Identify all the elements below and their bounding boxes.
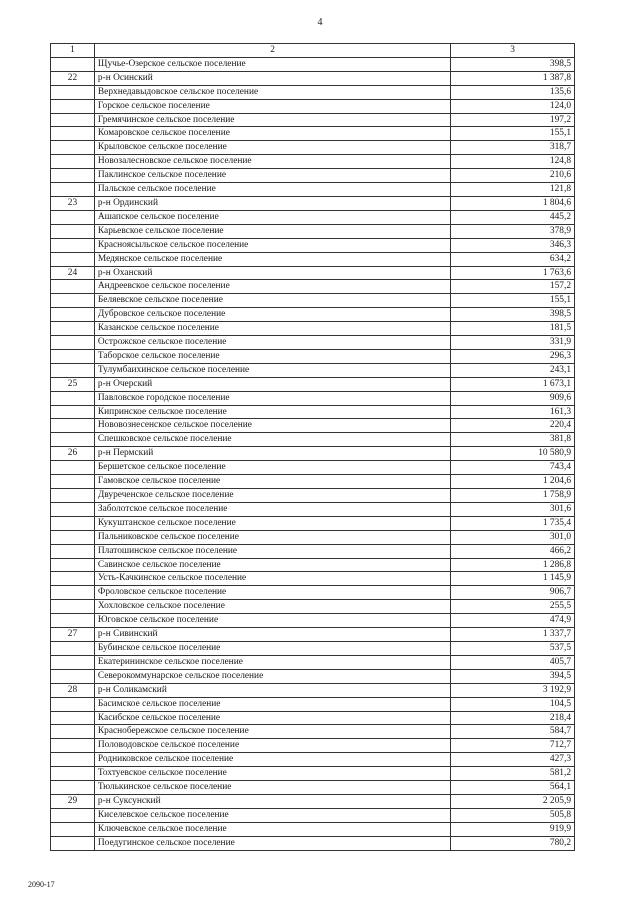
row-name: Заболотское сельское поселение: [94, 502, 450, 516]
table-row-district: [51, 196, 575, 210]
row-value: 1 673,1: [451, 377, 575, 391]
row-number: [51, 433, 95, 447]
row-value: 919,9: [451, 822, 575, 836]
row-number: [51, 391, 95, 405]
table-row: [51, 349, 575, 363]
table-row: [51, 336, 575, 350]
row-number: 29: [51, 794, 95, 808]
row-value: 1 758,9: [451, 489, 575, 503]
row-value: 296,3: [451, 349, 575, 363]
table-header-row: [51, 44, 575, 58]
row-number: [51, 155, 95, 169]
row-value: 220,4: [451, 419, 575, 433]
row-number: [51, 475, 95, 489]
table-row: [51, 363, 575, 377]
document-code: 2090-17: [28, 880, 55, 889]
table-row: [51, 808, 575, 822]
row-value: 318,7: [451, 141, 575, 155]
row-number: [51, 739, 95, 753]
row-number: [51, 808, 95, 822]
row-name: Касибское сельское поселение: [94, 711, 450, 725]
table-row: [51, 99, 575, 113]
table-row: [51, 155, 575, 169]
row-number: [51, 294, 95, 308]
row-number: [51, 183, 95, 197]
row-name: Острожское сельское поселение: [94, 336, 450, 350]
row-name: р-н Очерский: [94, 377, 450, 391]
row-name: Андреевское сельское поселение: [94, 280, 450, 294]
row-name: Кипринское сельское поселение: [94, 405, 450, 419]
row-number: [51, 57, 95, 71]
row-value: 712,7: [451, 739, 575, 753]
row-value: 394,5: [451, 669, 575, 683]
row-name: Беляевское сельское поселение: [94, 294, 450, 308]
row-value: 505,8: [451, 808, 575, 822]
table-row: [51, 433, 575, 447]
table-row: [51, 836, 575, 850]
row-name: р-н Соликамский: [94, 683, 450, 697]
table-row: [51, 419, 575, 433]
table-row: [51, 183, 575, 197]
row-number: [51, 767, 95, 781]
row-name: Дубровское сельское поселение: [94, 308, 450, 322]
row-value: 243,1: [451, 363, 575, 377]
row-name: Екатерининское сельское поселение: [94, 655, 450, 669]
row-name: Таборское сельское поселение: [94, 349, 450, 363]
row-number: 22: [51, 71, 95, 85]
row-number: 28: [51, 683, 95, 697]
column-header-number: 1: [51, 44, 95, 58]
row-name: Юговское сельское поселение: [94, 614, 450, 628]
row-number: [51, 127, 95, 141]
row-number: 25: [51, 377, 95, 391]
row-value: 466,2: [451, 544, 575, 558]
row-number: [51, 586, 95, 600]
table-row: [51, 461, 575, 475]
row-name: Родниковское сельское поселение: [94, 753, 450, 767]
row-number: [51, 558, 95, 572]
row-name: Ашапское сельское поселение: [94, 210, 450, 224]
table-row: [51, 224, 575, 238]
row-number: [51, 502, 95, 516]
row-name: Пальское сельское поселение: [94, 183, 450, 197]
row-value: 121,8: [451, 183, 575, 197]
table-row-district: [51, 377, 575, 391]
table-row: [51, 405, 575, 419]
row-number: [51, 252, 95, 266]
row-value: 135,6: [451, 85, 575, 99]
table-row: [51, 725, 575, 739]
row-value: 780,2: [451, 836, 575, 850]
row-number: 27: [51, 628, 95, 642]
table-row: [51, 600, 575, 614]
row-name: Медянское сельское поселение: [94, 252, 450, 266]
row-number: [51, 641, 95, 655]
row-number: [51, 753, 95, 767]
row-value: 255,5: [451, 600, 575, 614]
table-row: [51, 322, 575, 336]
row-value: 197,2: [451, 113, 575, 127]
row-value: 155,1: [451, 127, 575, 141]
row-value: 301,6: [451, 502, 575, 516]
row-number: [51, 85, 95, 99]
table-row: [51, 767, 575, 781]
row-value: 378,9: [451, 224, 575, 238]
row-name: Павловское городское поселение: [94, 391, 450, 405]
row-name: Басимское сельское поселение: [94, 697, 450, 711]
row-name: Краснобережское сельское поселение: [94, 725, 450, 739]
row-name: Щучье-Озерское сельское поселение: [94, 57, 450, 71]
row-name: р-н Сивинский: [94, 628, 450, 642]
table-row: [51, 614, 575, 628]
row-name: р-н Оханский: [94, 266, 450, 280]
row-name: Хохловское сельское поселение: [94, 600, 450, 614]
table-row: [51, 655, 575, 669]
row-name: Новозалесновское сельское поселение: [94, 155, 450, 169]
row-name: Спешковское сельское поселение: [94, 433, 450, 447]
table-row: [51, 252, 575, 266]
table-row: [51, 586, 575, 600]
row-number: [51, 419, 95, 433]
row-value: 10 580,9: [451, 447, 575, 461]
table-row: [51, 113, 575, 127]
row-name: Кукуштанское сельское поселение: [94, 516, 450, 530]
row-number: [51, 725, 95, 739]
table-row: [51, 57, 575, 71]
row-value: 537,5: [451, 641, 575, 655]
row-number: [51, 600, 95, 614]
row-value: 161,3: [451, 405, 575, 419]
page-number: 4: [317, 17, 323, 28]
table-row: [51, 475, 575, 489]
column-header-name: 2: [94, 44, 450, 58]
row-value: 743,4: [451, 461, 575, 475]
table-row: [51, 127, 575, 141]
row-number: [51, 238, 95, 252]
row-number: [51, 669, 95, 683]
row-name: Комаровское сельское поселение: [94, 127, 450, 141]
table-row-district: [51, 683, 575, 697]
row-name: Киселевское сельское поселение: [94, 808, 450, 822]
budget-table: [50, 43, 575, 851]
row-number: [51, 99, 95, 113]
row-number: 24: [51, 266, 95, 280]
row-number: [51, 781, 95, 795]
row-name: р-н Суксунский: [94, 794, 450, 808]
row-number: [51, 655, 95, 669]
table-row: [51, 489, 575, 503]
row-number: [51, 572, 95, 586]
row-name: Бершетское сельское поселение: [94, 461, 450, 475]
row-name: Гремячинское сельское поселение: [94, 113, 450, 127]
row-number: [51, 405, 95, 419]
row-value: 124,8: [451, 155, 575, 169]
row-value: 906,7: [451, 586, 575, 600]
row-number: [51, 224, 95, 238]
row-name: Крыловское сельское поселение: [94, 141, 450, 155]
row-name: Нововознесенское сельское поселение: [94, 419, 450, 433]
row-number: [51, 169, 95, 183]
row-name: Тюлькинское сельское поселение: [94, 781, 450, 795]
row-number: [51, 711, 95, 725]
row-name: Красноясыльское сельское поселение: [94, 238, 450, 252]
row-number: [51, 322, 95, 336]
table-row: [51, 294, 575, 308]
row-value: 1 204,6: [451, 475, 575, 489]
row-value: 1 387,8: [451, 71, 575, 85]
row-number: [51, 461, 95, 475]
row-name: Горское сельское поселение: [94, 99, 450, 113]
table-row: [51, 572, 575, 586]
row-value: 155,1: [451, 294, 575, 308]
table-row: [51, 141, 575, 155]
table-row: [51, 391, 575, 405]
row-value: 301,0: [451, 530, 575, 544]
row-name: Тохтуевское сельское поселение: [94, 767, 450, 781]
row-value: 218,4: [451, 711, 575, 725]
row-value: 381,8: [451, 433, 575, 447]
row-value: 1 337,7: [451, 628, 575, 642]
row-name: р-н Пермский: [94, 447, 450, 461]
row-number: 23: [51, 196, 95, 210]
table-row-district: [51, 447, 575, 461]
row-value: 581,2: [451, 767, 575, 781]
row-value: 564,1: [451, 781, 575, 795]
table-row: [51, 308, 575, 322]
row-value: 405,7: [451, 655, 575, 669]
row-number: [51, 614, 95, 628]
table-row: [51, 530, 575, 544]
row-number: [51, 141, 95, 155]
row-value: 474,9: [451, 614, 575, 628]
row-value: 104,5: [451, 697, 575, 711]
table-row: [51, 641, 575, 655]
table-row-district: [51, 71, 575, 85]
row-number: [51, 822, 95, 836]
row-number: [51, 363, 95, 377]
table-row: [51, 558, 575, 572]
row-value: 1 735,4: [451, 516, 575, 530]
row-number: [51, 349, 95, 363]
row-number: [51, 836, 95, 850]
row-value: 3 192,9: [451, 683, 575, 697]
row-name: Поедугинское сельское поселение: [94, 836, 450, 850]
row-number: [51, 308, 95, 322]
row-name: Фроловское сельское поселение: [94, 586, 450, 600]
row-name: Гамовское сельское поселение: [94, 475, 450, 489]
row-value: 634,2: [451, 252, 575, 266]
row-name: Тулумбаихинское сельское поселение: [94, 363, 450, 377]
row-name: Савинское сельское поселение: [94, 558, 450, 572]
table-row-district: [51, 266, 575, 280]
table-row: [51, 85, 575, 99]
row-value: 398,5: [451, 57, 575, 71]
row-number: [51, 280, 95, 294]
row-name: Бубинское сельское поселение: [94, 641, 450, 655]
row-number: [51, 697, 95, 711]
table-row: [51, 516, 575, 530]
row-name: Казанское сельское поселение: [94, 322, 450, 336]
row-value: 331,9: [451, 336, 575, 350]
table-row: [51, 739, 575, 753]
row-name: Половодовское сельское поселение: [94, 739, 450, 753]
row-name: Верхнедавыдовское сельское поселение: [94, 85, 450, 99]
row-value: 124,0: [451, 99, 575, 113]
row-name: Карьевское сельское поселение: [94, 224, 450, 238]
table-row: [51, 169, 575, 183]
row-value: 2 205,9: [451, 794, 575, 808]
table-row: [51, 238, 575, 252]
table-row-district: [51, 628, 575, 642]
row-name: р-н Осинский: [94, 71, 450, 85]
row-value: 346,3: [451, 238, 575, 252]
row-number: [51, 544, 95, 558]
row-number: [51, 336, 95, 350]
row-value: 1 804,6: [451, 196, 575, 210]
table-row-district: [51, 794, 575, 808]
row-value: 210,6: [451, 169, 575, 183]
table-row: [51, 280, 575, 294]
row-value: 909,6: [451, 391, 575, 405]
row-name: Платошинское сельское поселение: [94, 544, 450, 558]
row-number: [51, 113, 95, 127]
row-value: 427,3: [451, 753, 575, 767]
row-value: 445,2: [451, 210, 575, 224]
row-value: 1 145,9: [451, 572, 575, 586]
row-number: [51, 489, 95, 503]
row-name: Северокоммунарское сельское поселение: [94, 669, 450, 683]
row-value: 181,5: [451, 322, 575, 336]
table-row: [51, 781, 575, 795]
row-value: 1 763,6: [451, 266, 575, 280]
row-number: [51, 530, 95, 544]
row-name: Двуреченское сельское поселение: [94, 489, 450, 503]
table-row: [51, 753, 575, 767]
column-header-value: 3: [451, 44, 575, 58]
row-number: 26: [51, 447, 95, 461]
row-value: 584,7: [451, 725, 575, 739]
row-name: Пальниковское сельское поселение: [94, 530, 450, 544]
table-row: [51, 822, 575, 836]
row-number: [51, 210, 95, 224]
row-name: Паклинское сельское поселение: [94, 169, 450, 183]
table-row: [51, 544, 575, 558]
table-row: [51, 697, 575, 711]
row-name: Ключевское сельское поселение: [94, 822, 450, 836]
row-value: 398,5: [451, 308, 575, 322]
table-row: [51, 210, 575, 224]
table-row: [51, 669, 575, 683]
row-value: 157,2: [451, 280, 575, 294]
row-name: Усть-Качкинское сельское поселение: [94, 572, 450, 586]
row-value: 1 286,8: [451, 558, 575, 572]
table-row: [51, 502, 575, 516]
table-row: [51, 711, 575, 725]
row-name: р-н Ординский: [94, 196, 450, 210]
row-number: [51, 516, 95, 530]
